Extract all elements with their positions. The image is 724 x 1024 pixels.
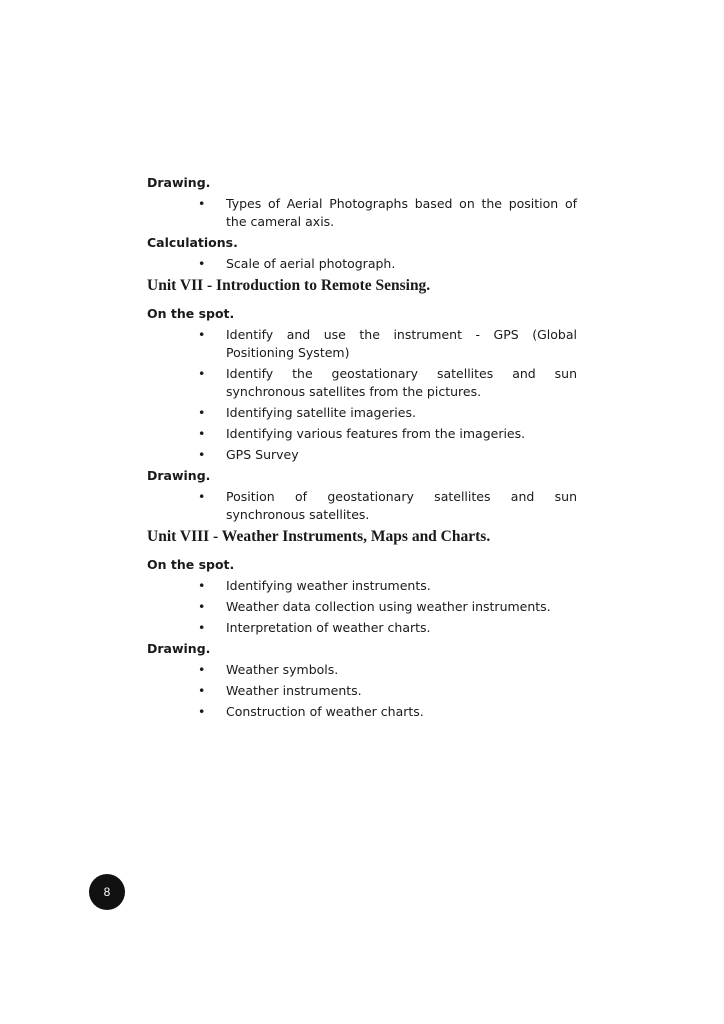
page-number-badge: 8 bbox=[89, 874, 125, 910]
list-item-text: Weather data collection using weather instruments. bbox=[226, 599, 551, 614]
unit-8-title: Unit VIII - Weather Instruments, Maps and Charts. bbox=[147, 528, 491, 545]
bullet-icon: • bbox=[198, 447, 206, 462]
list-item-text: Identifying satellite imageries. bbox=[226, 405, 416, 420]
list-item-text: Weather instruments. bbox=[226, 683, 362, 698]
list-item-text: Types of Aerial Photographs based on the position of the cameral axis. bbox=[226, 196, 577, 229]
bullet-icon: • bbox=[198, 405, 206, 420]
list-item bbox=[147, 255, 577, 273]
bullet-icon: • bbox=[198, 599, 206, 614]
list-item-text: Scale of aerial photograph. bbox=[226, 256, 396, 271]
bullet-icon: • bbox=[198, 662, 206, 677]
list-item-text: Identify and use the instrument - GPS (Global Positioning System) bbox=[226, 327, 577, 360]
unit-8-on-the-spot-list bbox=[147, 577, 577, 637]
unit-7-on-the-spot-list bbox=[147, 326, 577, 464]
list-item-text: Identify the geostationary satellites and sun synchronous satellites from the pictures. bbox=[226, 366, 577, 399]
list-item bbox=[147, 425, 577, 443]
list-item bbox=[147, 619, 577, 637]
unit-7-title: Unit VII - Introduction to Remote Sensing. bbox=[147, 277, 431, 294]
list-item bbox=[147, 404, 577, 422]
unit-8-drawing-heading: Drawing. bbox=[147, 641, 211, 656]
list-item bbox=[147, 703, 577, 721]
calculations-list bbox=[147, 255, 577, 273]
list-item bbox=[147, 365, 577, 401]
list-item-text: Weather symbols. bbox=[226, 662, 339, 677]
bullet-icon: • bbox=[198, 620, 206, 635]
list-item-text: Position of geostationary satellites and sun synchronous satellites. bbox=[226, 489, 577, 522]
list-item-text: GPS Survey bbox=[226, 447, 299, 462]
unit-8-on-the-spot-heading: On the spot. bbox=[147, 557, 235, 572]
list-item-text: Construction of weather charts. bbox=[226, 704, 424, 719]
drawing-list bbox=[147, 195, 577, 231]
list-item bbox=[147, 326, 577, 362]
unit-7-on-the-spot-heading: On the spot. bbox=[147, 306, 235, 321]
bullet-icon: • bbox=[198, 327, 206, 342]
list-item-text: Identifying weather instruments. bbox=[226, 578, 431, 593]
list-item bbox=[147, 195, 577, 231]
bullet-icon: • bbox=[198, 366, 206, 381]
list-item bbox=[147, 598, 577, 616]
list-item bbox=[147, 446, 577, 464]
bullet-icon: • bbox=[198, 578, 206, 593]
list-item bbox=[147, 488, 577, 524]
list-item bbox=[147, 661, 577, 679]
unit-8-drawing-list bbox=[147, 661, 577, 721]
unit-7-drawing-list bbox=[147, 488, 577, 524]
list-item-text: Interpretation of weather charts. bbox=[226, 620, 431, 635]
bullet-icon: • bbox=[198, 704, 206, 719]
unit-7-drawing-heading: Drawing. bbox=[147, 468, 211, 483]
bullet-icon: • bbox=[198, 426, 206, 441]
list-item bbox=[147, 682, 577, 700]
bullet-icon: • bbox=[198, 489, 206, 504]
list-item bbox=[147, 577, 577, 595]
section-heading-drawing: Drawing. bbox=[147, 175, 211, 190]
page-content bbox=[147, 174, 577, 724]
section-heading-calculations: Calculations. bbox=[147, 235, 238, 250]
bullet-icon: • bbox=[198, 256, 206, 271]
list-item-text: Identifying various features from the imageries. bbox=[226, 426, 526, 441]
bullet-icon: • bbox=[198, 196, 206, 211]
bullet-icon: • bbox=[198, 683, 206, 698]
